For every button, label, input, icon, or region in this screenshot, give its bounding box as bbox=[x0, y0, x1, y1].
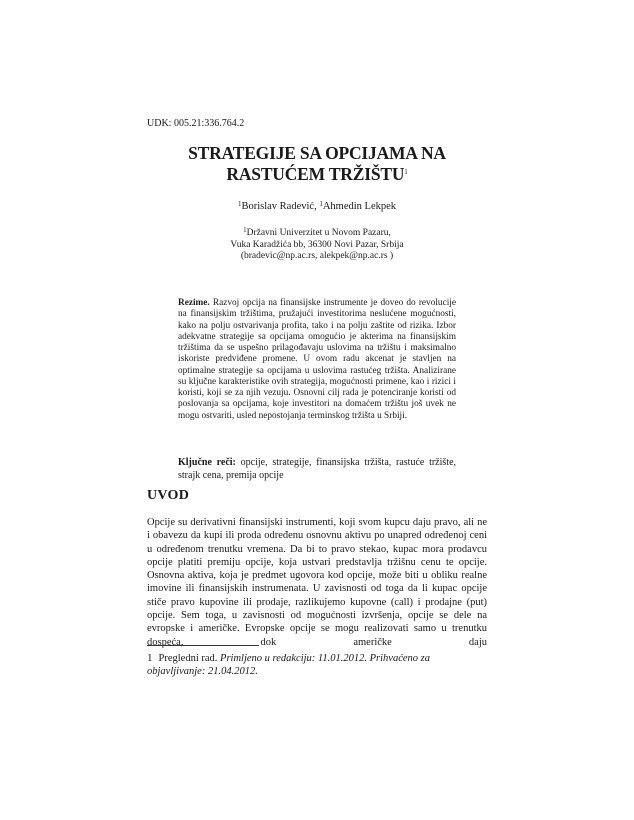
keywords-label: Ključne reči: bbox=[178, 457, 236, 468]
footnote-divider bbox=[147, 645, 259, 646]
udk-code: UDK: 005.21:336.764.2 bbox=[147, 118, 245, 129]
footnote-plain-text: Pregledni rad. bbox=[158, 653, 221, 664]
keywords-text: opcije, strategije, finansijska tržišta, rastuće tržište, strajk cena, premija opcije bbox=[178, 457, 457, 481]
affiliation-line-1 bbox=[147, 225, 487, 240]
affiliation-name: Državni Univerzitet u Novom Pazaru, bbox=[246, 228, 391, 238]
author-1-mark: 1 bbox=[237, 200, 242, 208]
paper-title bbox=[147, 144, 487, 184]
affiliation-mark: 1 bbox=[243, 226, 247, 234]
body-paragraph: Opcije su derivativni finansijski instrumenti, koji svom kupcu daju pravo, ali ne i obavezu da kupi ili proda određenu osnovnu aktivu po unapred određenoj ceni u određenom trenutku vremena. Da bi to pravo stekao, kupac mora prodavcu opcije platiti premiju opcije, koja ustvari predstavlja tržišnu cenu te opcije. Osnovna aktiva, koja je predmet ugovora kod opcije, može biti u obliku realne imovine ili finansijskih instrumenata. U zavisnosti od toga da li kupac opcije stiče pravo kupovine ili prodaje, razlikujemo kupovne (call) i prodajne (put) opcije. Sem toga, u zavisnosti od mogućnosti izvršenja, opcije se dele na evropske i američke. Evropske opcije se mogu realizovati samo u trenutku dospeća, dok američke daju bbox=[147, 517, 487, 648]
footnote-italic-text: Primljeno u redakciju: 11.01.2012. Prihvaćeno za objavljivanje: 21.04.2012. bbox=[147, 653, 430, 678]
title-footnote-mark: 1 bbox=[404, 168, 408, 176]
section-heading: UVOD bbox=[147, 488, 190, 503]
author-list bbox=[147, 200, 487, 212]
title-line-2 bbox=[147, 163, 487, 184]
abstract-label: Rezime. bbox=[178, 298, 210, 308]
author-2-mark: 1 bbox=[319, 200, 323, 208]
title-line-2-text: RASTUĆEM TRŽIŠTU bbox=[226, 164, 405, 184]
author-1-name: Borislav Radević, bbox=[241, 201, 320, 212]
keywords bbox=[178, 456, 456, 482]
abstract-text: Razvoj opcija na finansijske instrumente je doveo do revolucije na finansijskim tržištima, pružajući investitorima neslućene mogućnosti, kako na polju ostvarivanja profita, tako i na polju zaštite od rizika. Izbor adekvatne strategije sa opcijama omogućio je akterima na finansijskim tržištima da se uspešno prilagođavaju uslovima na tržištu i maksimalno iskoriste predviđene promene. U ovom radu akcenat je stavljen na optimalne strategije sa opcijama u uslovima rastućeg tržišta. Analizirane su ključne karakteristike ovih strategija, mogućnosti primene, kao i rizici i koristi, koji se za njih vezuju. Osnovni cilj rada je potenciranje koristi od poslovanja sa opcijama, koje investitori na domaćem tržištu još uvek ne mogu ostvariti, usled nepostojanja terminskog tržišta u Srbiji. bbox=[178, 298, 456, 421]
affiliation-address: Vuka Karadžića bb, 36300 Novi Pazar, Srbija bbox=[230, 239, 404, 250]
footnote bbox=[147, 652, 487, 679]
abstract bbox=[178, 298, 456, 422]
affiliation bbox=[147, 225, 487, 263]
affiliation-emails: (bradevic@np.ac.rs, alekpek@np.ac.rs ) bbox=[240, 251, 394, 261]
author-2-name: Ahmedin Lekpek bbox=[322, 201, 397, 212]
title-line-1: STRATEGIJE SA OPCIJAMA NA bbox=[188, 143, 446, 163]
footnote-number: 1 bbox=[147, 652, 153, 664]
